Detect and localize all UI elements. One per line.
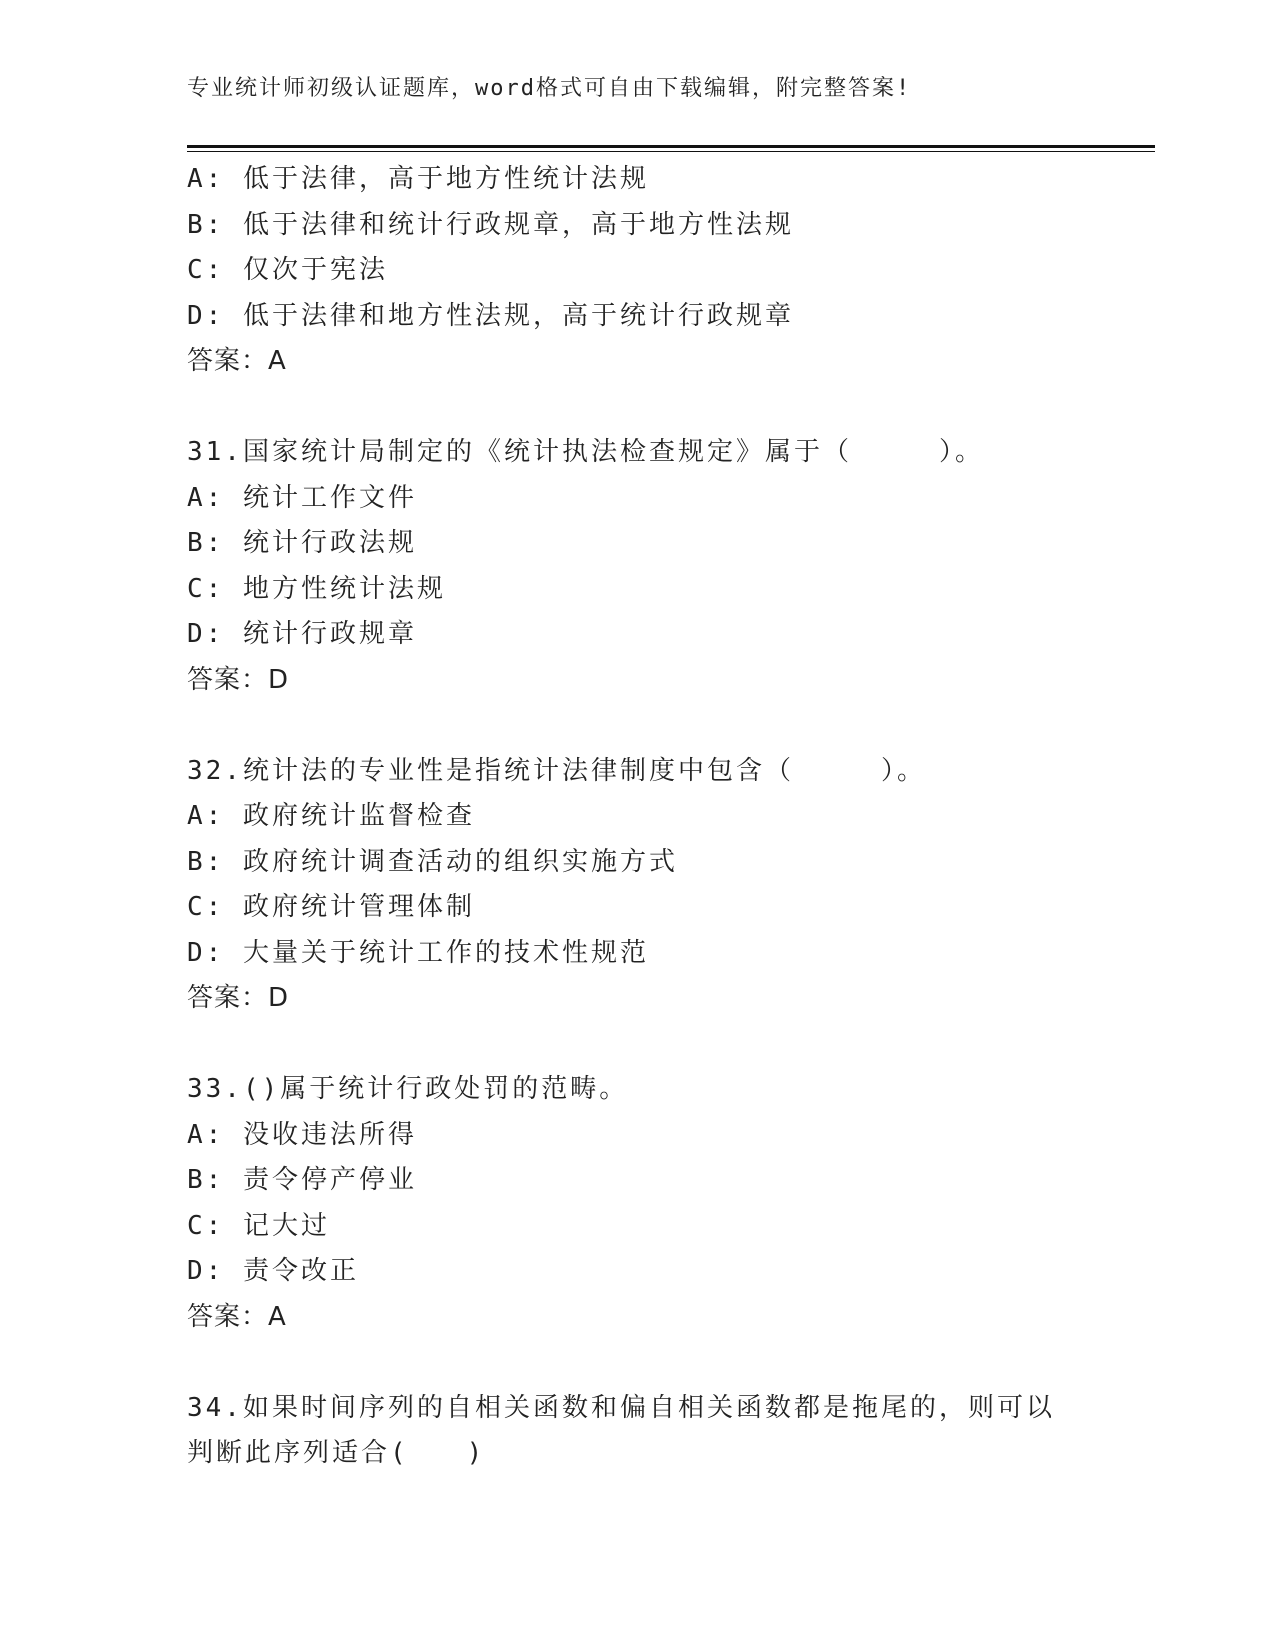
option-b: B: 责令停产停业	[187, 1165, 417, 1195]
document-header: 专业统计师初级认证题库，word格式可自由下载编辑，附完整答案!	[187, 76, 912, 101]
spacer	[187, 703, 1087, 749]
header-rule-thick	[187, 145, 1155, 148]
option-a: A: 统计工作文件	[187, 482, 417, 513]
spacer	[187, 385, 1087, 431]
question-block-34	[187, 1386, 1087, 1477]
question-stem: 32.统计法的专业性是指统计法律制度中包含（ ）。	[187, 755, 926, 786]
option-b: B: 低于法律和统计行政规章，高于地方性法规	[187, 209, 794, 240]
option-d: D: 责令改正	[187, 1256, 359, 1286]
question-stem: 33.()属于统计行政处罚的范畴。	[187, 1074, 629, 1104]
header-rule-thin	[187, 151, 1155, 152]
question-stem: 31.国家统计局制定的《统计执法检查规定》属于（ ）。	[187, 437, 984, 467]
question-block-31	[187, 430, 1087, 703]
question-block-prev	[187, 157, 1087, 385]
option-d: D: 低于法律和地方性法规，高于统计行政规章	[187, 300, 794, 331]
answer-line: 答案：A	[187, 1301, 287, 1332]
option-c: C: 记大过	[187, 1210, 330, 1241]
question-list	[187, 157, 1087, 1477]
option-c: C: 政府统计管理体制	[187, 892, 475, 922]
option-b: B: 统计行政法规	[187, 528, 417, 558]
question-stem: 34.如果时间序列的自相关函数和偏自相关函数都是拖尾的，则可以判断此序列适合( )	[187, 1392, 1055, 1468]
option-c: C: 地方性统计法规	[187, 573, 446, 604]
option-a: A: 政府统计监督检查	[187, 801, 475, 831]
spacer	[187, 1340, 1087, 1386]
question-block-32	[187, 749, 1087, 1022]
answer-line: 答案：D	[187, 983, 290, 1013]
question-block-33	[187, 1067, 1087, 1340]
option-b: B: 政府统计调查活动的组织实施方式	[187, 846, 678, 877]
option-a: A: 低于法律，高于地方性统计法规	[187, 164, 649, 194]
option-d: D: 统计行政规章	[187, 619, 417, 649]
answer-line: 答案：D	[187, 664, 290, 695]
spacer	[187, 1022, 1087, 1068]
option-a: A: 没收违法所得	[187, 1119, 417, 1150]
option-c: C: 仅次于宪法	[187, 255, 388, 285]
answer-line: 答案：A	[187, 346, 287, 376]
option-d: D: 大量关于统计工作的技术性规范	[187, 937, 649, 968]
